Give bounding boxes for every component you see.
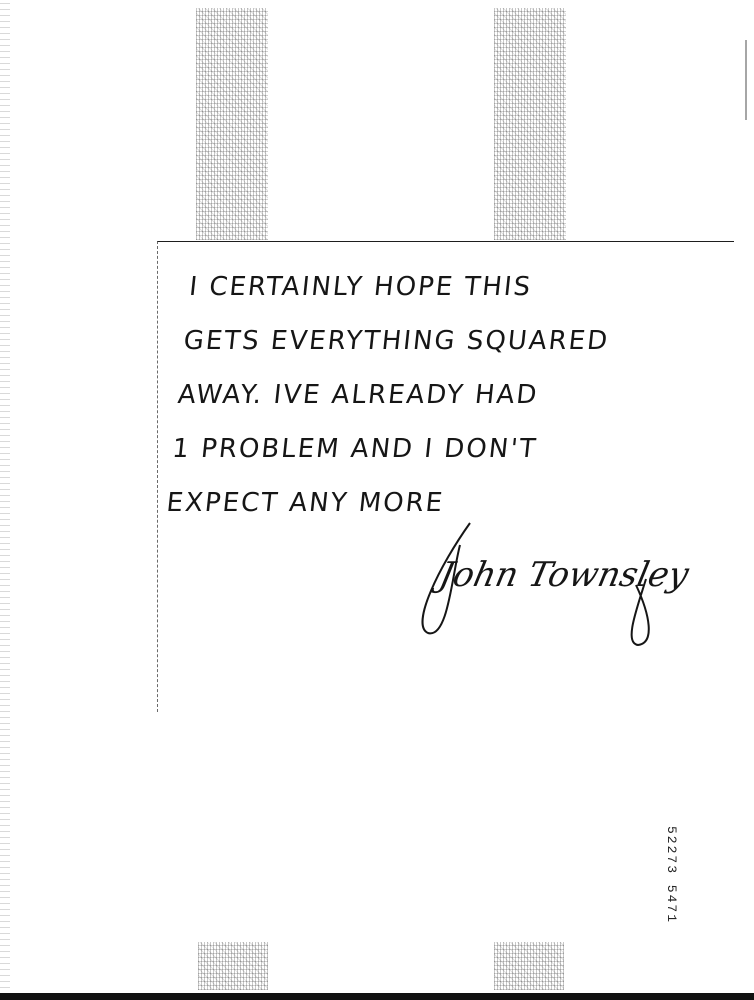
scan-noise-strip xyxy=(198,942,268,990)
note-line: GETS EVERYTHING SQUARED xyxy=(182,326,611,356)
note-line: 1 PROBLEM AND I DON'T xyxy=(170,434,539,464)
document-id: 52273 5471 xyxy=(664,826,679,925)
signature: John Townsley xyxy=(435,555,693,595)
note-line: EXPECT ANY MORE xyxy=(165,488,446,518)
scan-right-edge xyxy=(745,40,747,120)
scan-bottom-bar xyxy=(0,993,754,1000)
scan-noise-strip xyxy=(494,942,564,990)
note-line: I CERTAINLY HOPE THIS xyxy=(187,272,534,302)
scan-noise-strip xyxy=(494,8,566,240)
scan-noise-strip xyxy=(196,8,268,240)
scan-left-edge xyxy=(0,0,10,1000)
handwritten-note xyxy=(164,260,712,530)
note-line: AWAY. IVE ALREADY HAD xyxy=(176,380,540,410)
